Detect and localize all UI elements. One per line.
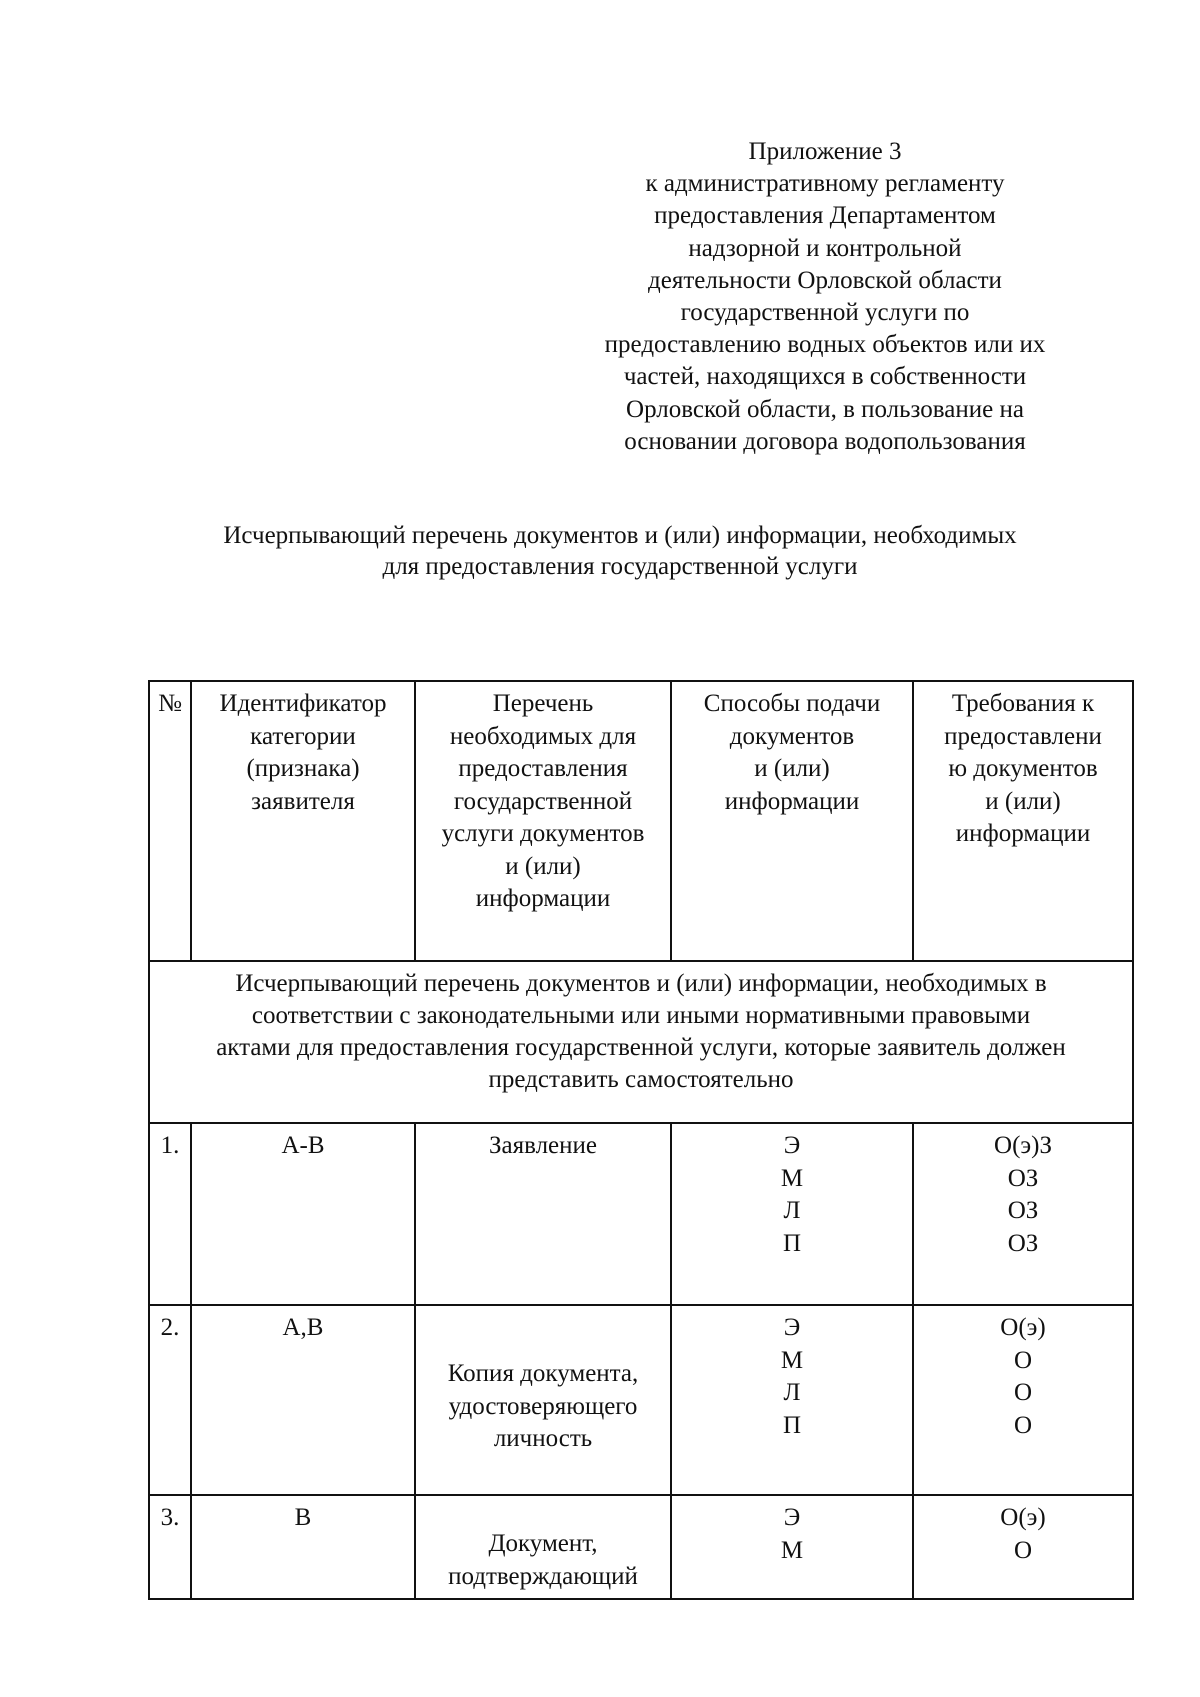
row-document: Копия документа, удостоверяющего личность (415, 1305, 671, 1495)
title-line-1: Исчерпывающий перечень документов и (или) информации, необходимых (223, 522, 1017, 549)
row-number: 3. (149, 1495, 191, 1599)
appendix-line: надзорной и контрольной (688, 234, 962, 262)
header-identifier: Идентификатор категории (признака) заявителя (191, 681, 415, 961)
table-row (149, 1495, 1133, 1599)
table-header-row (149, 681, 1133, 961)
documents-table (148, 680, 1134, 1600)
appendix-header (565, 136, 1085, 458)
row-methods: Э М Л П (671, 1305, 913, 1495)
row-number: 2. (149, 1305, 191, 1495)
row-methods: Э М (671, 1495, 913, 1599)
appendix-line: предоставления Департаментом (654, 202, 996, 230)
row-category: А,В (191, 1305, 415, 1495)
row-number: 1. (149, 1123, 191, 1305)
title-line-2: для предоставления государственной услуги (382, 553, 858, 580)
row-category: В (191, 1495, 415, 1599)
row-requirements: О(э) О О О (913, 1305, 1133, 1495)
row-document: Заявление (415, 1123, 671, 1305)
document-title (140, 520, 1100, 582)
row-requirements: О(э)З ОЗ ОЗ ОЗ (913, 1123, 1133, 1305)
table-row (149, 1123, 1133, 1305)
appendix-line: основании договора водопользования (624, 427, 1026, 455)
appendix-line: государственной услуги по (680, 299, 970, 327)
table-row (149, 1305, 1133, 1495)
appendix-line: Приложение 3 (748, 138, 902, 165)
header-submission-methods: Способы подачи документов и (или) информации (671, 681, 913, 961)
row-requirements: О(э) О (913, 1495, 1133, 1599)
appendix-line: деятельности Орловской области (648, 266, 1002, 294)
section-heading: Исчерпывающий перечень документов и (или) информации, необходимых в соответствии с законодательными или иными нормативными правовыми актами для предоставления государственной услуги, которые заявитель должен представить самостоятельно (149, 961, 1133, 1123)
appendix-line: к административному регламенту (645, 170, 1005, 198)
row-category: А-В (191, 1123, 415, 1305)
header-requirements: Требования к предоставлени ю документов и (или) информации (913, 681, 1133, 961)
row-methods: Э М Л П (671, 1123, 913, 1305)
row-document: Документ, подтверждающий (415, 1495, 671, 1599)
appendix-line: Орловской области, в пользование на (626, 395, 1024, 423)
header-number: № (149, 681, 191, 961)
appendix-line: предоставлению водных объектов или их (604, 331, 1046, 359)
header-document-list: Перечень необходимых для предоставления государственной услуги документов и (или) информации (415, 681, 671, 961)
table-section-row (149, 961, 1133, 1123)
appendix-line: частей, находящихся в собственности (623, 363, 1027, 391)
